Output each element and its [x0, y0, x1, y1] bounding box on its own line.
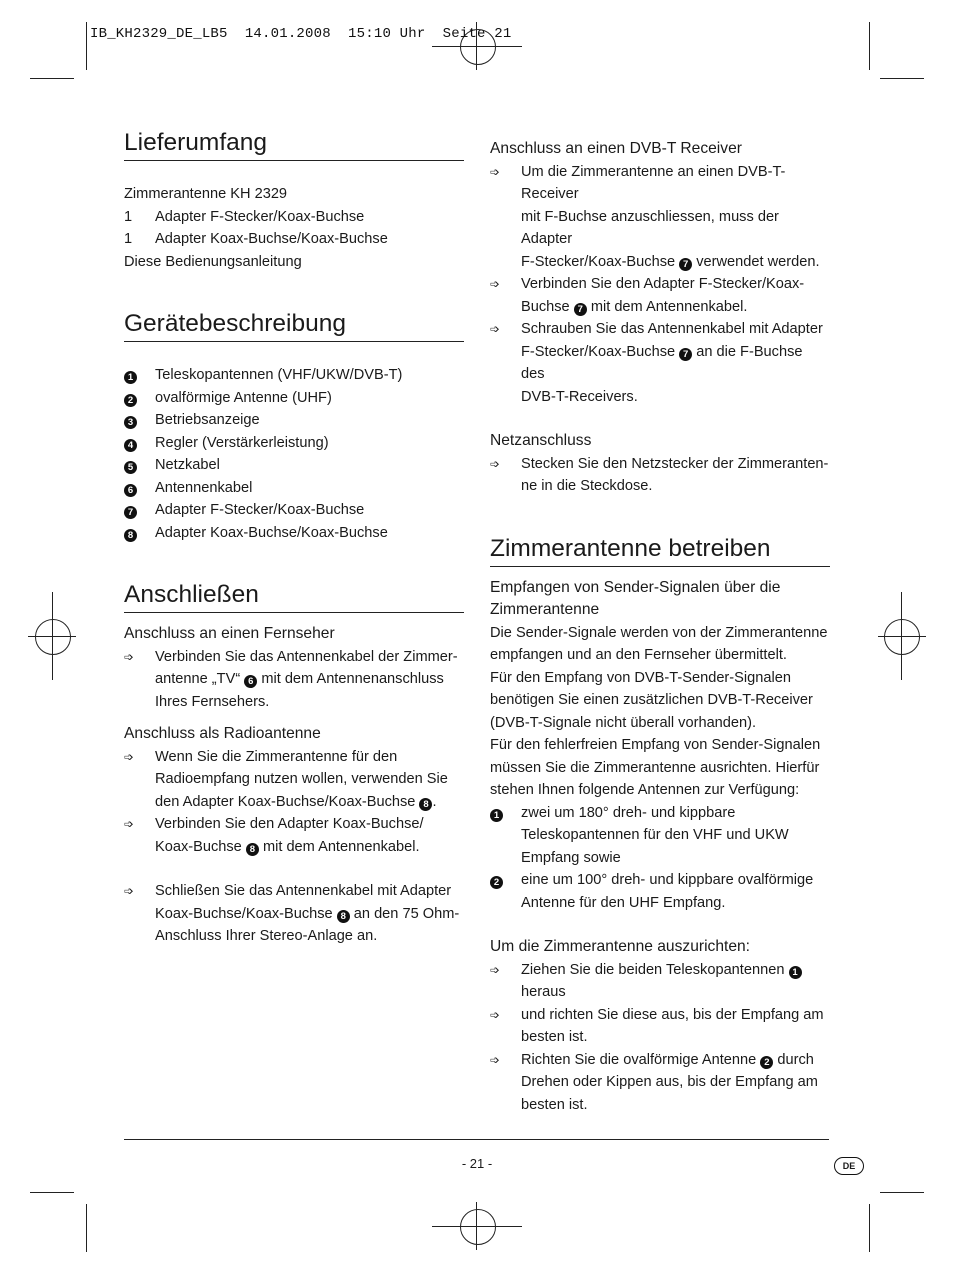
number-badge: 1 — [490, 809, 503, 822]
list-item: ➩ Schrauben Sie das Antennenkabel mit Adapter F-Stecker/Koax-Buchse 7 an die F-Buchse des DVB-T-Receivers. — [490, 318, 830, 408]
list-item: 2 eine um 100° dreh- und kippbare ovalförmige Antenne für den UHF Empfang. — [490, 869, 830, 914]
arrow-right-icon — [490, 453, 521, 498]
number-badge: 2 — [760, 1056, 773, 1069]
arrow-right-icon — [124, 746, 155, 814]
list-item: 6 Antennenkabel — [124, 477, 464, 500]
number-badge: 6 — [244, 675, 257, 688]
arrow-right-icon — [490, 959, 521, 1004]
left-column — [124, 128, 464, 948]
number-badge: 8 — [124, 529, 137, 542]
list-item: ➩ Um die Zimmerantenne an einen DVB-T-Receiver mit F-Buchse anzuschliessen, muss der Adapter F-Stecker/Koax-Buchse 7 verwendet werden. — [490, 161, 830, 274]
list-item: 1 Teleskopantennen (VHF/UKW/DVB-T) — [124, 364, 464, 387]
arrow-right-icon — [124, 813, 155, 858]
list-item: ➩ Verbinden Sie den Adapter Koax-Buchse/ Koax-Buchse 8 mit dem Antennenkabel. — [124, 813, 464, 858]
subheading-ausrichten: Um die Zimmerantenne auszurichten: — [490, 938, 751, 955]
paragraph: Für den fehlerfreien Empfang von Sender-Signalen müssen Sie die Zimmerantenne ausrichten. Hierfür stehen Ihnen folgende Antennen zur Verfügung: — [490, 737, 821, 798]
subheading-dvbt: Anschluss an einen DVB-T Receiver — [490, 140, 742, 157]
list-item: 2 ovalförmige Antenne (UHF) — [124, 387, 464, 410]
heading-betreiben: Zimmerantenne betreiben — [490, 534, 830, 567]
arrow-right-icon — [124, 646, 155, 714]
right-column — [490, 138, 830, 1116]
number-badge: 6 — [124, 484, 137, 497]
number-badge: 3 — [124, 416, 137, 429]
number-badge: 4 — [124, 439, 137, 452]
list-item: ➩ Verbinden Sie das Antennenkabel der Zimmer- antenne „TV“ 6 mit dem Antennenanschluss Ihres Fernsehers. — [124, 646, 464, 714]
list-item: 4 Regler (Verstärkerleistung) — [124, 432, 464, 455]
number-badge: 5 — [124, 461, 137, 474]
number-badge: 1 — [124, 371, 137, 384]
delivery-intro: Zimmerantenne KH 2329 — [124, 186, 288, 202]
number-badge: 7 — [679, 348, 692, 361]
heading-geraetebeschreibung: Gerätebeschreibung — [124, 309, 464, 342]
list-item: ➩ Stecken Sie den Netzstecker der Zimmeranten- ne in die Steckdose. — [490, 453, 830, 498]
list-item: ➩ und richten Sie diese aus, bis der Empfang am besten ist. — [490, 1004, 830, 1049]
arrow-right-icon — [490, 1004, 521, 1049]
number-badge: 7 — [124, 506, 137, 519]
delivery-outro: Diese Bedienungsanleitung — [124, 253, 302, 270]
subheading-radio: Anschluss als Radioantenne — [124, 725, 321, 742]
number-badge: 1 — [789, 966, 802, 979]
subheading-netzanschluss: Netzanschluss — [490, 432, 592, 449]
heading-lieferumfang: Lieferumfang — [124, 128, 464, 161]
print-slug: IB_KH2329_DE_LB5 14.01.2008 15:10 Uhr Seite 21 — [90, 26, 512, 42]
list-item: ➩ Verbinden Sie den Adapter F-Stecker/Koax- Buchse 7 mit dem Antennenkabel. — [490, 273, 830, 318]
list-item: ➩ Ziehen Sie die beiden Teleskopantennen 1 heraus — [490, 959, 830, 1004]
arrow-right-icon — [490, 318, 521, 408]
number-badge: 2 — [124, 394, 137, 407]
list-item: ➩ Richten Sie die ovalförmige Antenne 2 durch Drehen oder Kippen aus, bis der Empfang am besten ist. — [490, 1049, 830, 1117]
subheading-fernseher: Anschluss an einen Fernseher — [124, 625, 335, 642]
arrow-right-icon — [490, 273, 521, 318]
number-badge: 8 — [337, 910, 350, 923]
number-badge: 2 — [490, 876, 503, 889]
heading-anschliessen: Anschließen — [124, 580, 464, 613]
arrow-right-icon — [490, 1049, 521, 1117]
list-item: 5 Netzkabel — [124, 454, 464, 477]
number-badge: 7 — [574, 303, 587, 316]
list-item: 3 Betriebsanzeige — [124, 409, 464, 432]
footer-rule — [124, 1139, 829, 1140]
list-item: ➩ Wenn Sie die Zimmerantenne für den Radioempfang nutzen wollen, verwenden Sie den Adapter Koax-Buchse/Koax-Buchse 8 . — [124, 746, 464, 814]
number-badge: 8 — [246, 843, 259, 856]
subheading-empfangen: Empfangen von Sender-Signalen über die Zimmerantenne — [490, 578, 781, 618]
list-item: ➩ Schließen Sie das Antennenkabel mit Adapter Koax-Buchse/Koax-Buchse 8 an den 75 Ohm- Anschluss Ihrer Stereo-Anlage an. — [124, 880, 464, 948]
list-item: 1 zwei um 180° dreh- und kippbare Teleskopantennen für den VHF und UKW Empfang sowie — [490, 802, 830, 870]
arrow-right-icon — [124, 880, 155, 948]
language-badge: DE — [834, 1157, 864, 1175]
list-item: 7 Adapter F-Stecker/Koax-Buchse — [124, 499, 464, 522]
paragraph: Für den Empfang von DVB-T-Sender-Signalen benötigen Sie einen zusätzlichen DVB-T-Receiver (DVB-T-Signale nicht überall vorhanden). — [490, 669, 813, 731]
arrow-right-icon — [490, 161, 521, 274]
list-item: 1 Adapter Koax-Buchse/Koax-Buchse — [124, 231, 388, 247]
number-badge: 8 — [419, 798, 432, 811]
list-item: 1 Adapter F-Stecker/Koax-Buchse — [124, 208, 365, 225]
parts-list — [124, 364, 464, 544]
list-item: 8 Adapter Koax-Buchse/Koax-Buchse — [124, 522, 464, 545]
number-badge: 7 — [679, 258, 692, 271]
page-number: - 21 - — [461, 1156, 493, 1171]
paragraph: Die Sender-Signale werden von der Zimmerantenne empfangen und an den Fernseher übermittelt. — [490, 624, 828, 663]
